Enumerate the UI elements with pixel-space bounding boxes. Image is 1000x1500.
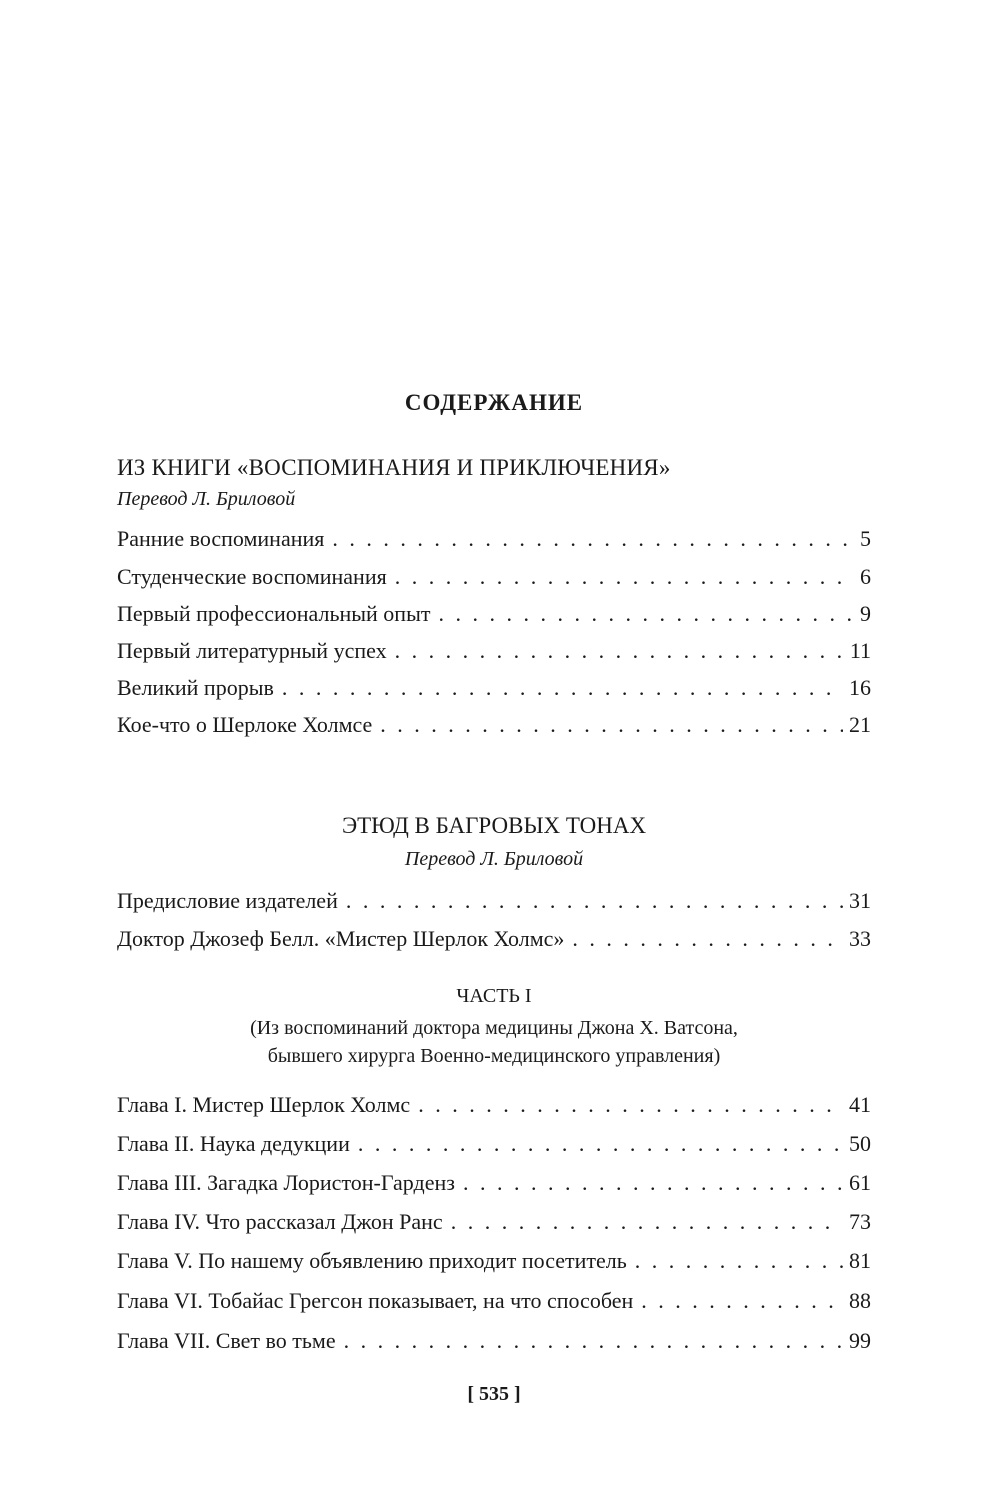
part-subtitle-line2: бывшего хирурга Военно-медицинского управления) [267,1045,721,1067]
toc-entry [117,710,871,740]
dot-leader [451,1207,843,1237]
dot-leader [282,673,843,703]
toc-entry-title: Глава III. Загадка Лористон-Гарденз [117,1170,455,1195]
dot-leader [395,636,844,666]
toc-entry-page: 33 [849,926,871,951]
toc-chapter [117,1286,871,1316]
dot-leader [418,1090,843,1120]
page-number: [ 535 ] [467,1383,521,1405]
toc-entry [117,562,871,592]
toc-entry-page: 41 [849,1092,871,1117]
toc-entry-page: 88 [849,1288,871,1313]
dot-leader [344,1326,843,1356]
dot-leader [438,599,854,629]
dot-leader [346,886,843,916]
toc-entry-page: 99 [849,1328,871,1353]
dot-leader [380,710,843,740]
dot-leader [641,1286,843,1316]
toc-chapter [117,1168,871,1198]
toc-entry-page: 61 [849,1170,871,1195]
dot-leader [463,1168,843,1198]
toc-entry-title: Глава VI. Тобайас Грегсон показывает, на что способен [117,1288,634,1313]
toc-entry-title: Глава I. Мистер Шерлок Холмс [117,1092,411,1117]
toc-entry-page: 11 [849,638,871,663]
toc-entry-page: 6 [860,564,871,589]
toc-entry-page: 9 [860,601,871,626]
toc-entry [117,524,871,554]
toc-chapter [117,1090,871,1120]
toc-entry [117,924,871,954]
toc-entry [117,673,871,703]
section1-translator: Перевод Л. Бриловой [117,488,296,510]
dot-leader [572,924,843,954]
toc-chapter [117,1129,871,1159]
toc-entry-page: 50 [849,1131,871,1156]
toc-entry-page: 16 [849,675,871,700]
part-title: ЧАСТЬ I [456,985,532,1007]
toc-entry [117,599,871,629]
toc-entry-title: Доктор Джозеф Белл. «Мистер Шерлок Холмс» [117,926,565,951]
toc-entry-title: Ранние воспоминания [117,526,325,551]
toc-entry-page: 21 [849,712,871,737]
toc-entry-title: Предисловие издателей [117,888,338,913]
contents-heading: СОДЕРЖАНИЕ [404,390,584,415]
toc-entry-title: Глава VII. Свет во тьме [117,1328,336,1353]
dot-leader [635,1246,843,1276]
toc-entry-page: 31 [849,888,871,913]
toc-entry-title: Глава V. По нашему объявлению приходит посетитель [117,1248,627,1273]
toc-entry-title: Глава IV. Что рассказал Джон Ранс [117,1209,443,1234]
toc-entry [117,636,871,666]
toc-entry-title: Первый профессиональный опыт [117,601,431,626]
toc-entry-title: Первый литературный успех [117,638,387,663]
dot-leader [332,524,854,554]
section1-title: ИЗ КНИГИ «ВОСПОМИНАНИЯ И ПРИКЛЮЧЕНИЯ» [117,455,671,480]
toc-chapter [117,1207,871,1237]
toc-chapter [117,1326,871,1356]
toc-entry-page: 81 [849,1248,871,1273]
toc-entry-title: Глава II. Наука дедукции [117,1131,350,1156]
dot-leader [395,562,854,592]
toc-chapter [117,1246,871,1276]
toc-entry-page: 73 [849,1209,871,1234]
section2-translator: Перевод Л. Бриловой [404,848,584,870]
toc-entry [117,886,871,916]
toc-entry-page: 5 [860,526,871,551]
toc-entry-title: Великий прорыв [117,675,274,700]
part-subtitle-line1: (Из воспоминаний доктора медицины Джона Х. Ватсона, [250,1017,738,1039]
toc-entry-title: Студенческие воспоминания [117,564,387,589]
section2-title: ЭТЮД В БАГРОВЫХ ТОНАХ [341,813,647,838]
dot-leader [358,1129,843,1159]
toc-entry-title: Кое-что о Шерлоке Холмсе [117,712,373,737]
